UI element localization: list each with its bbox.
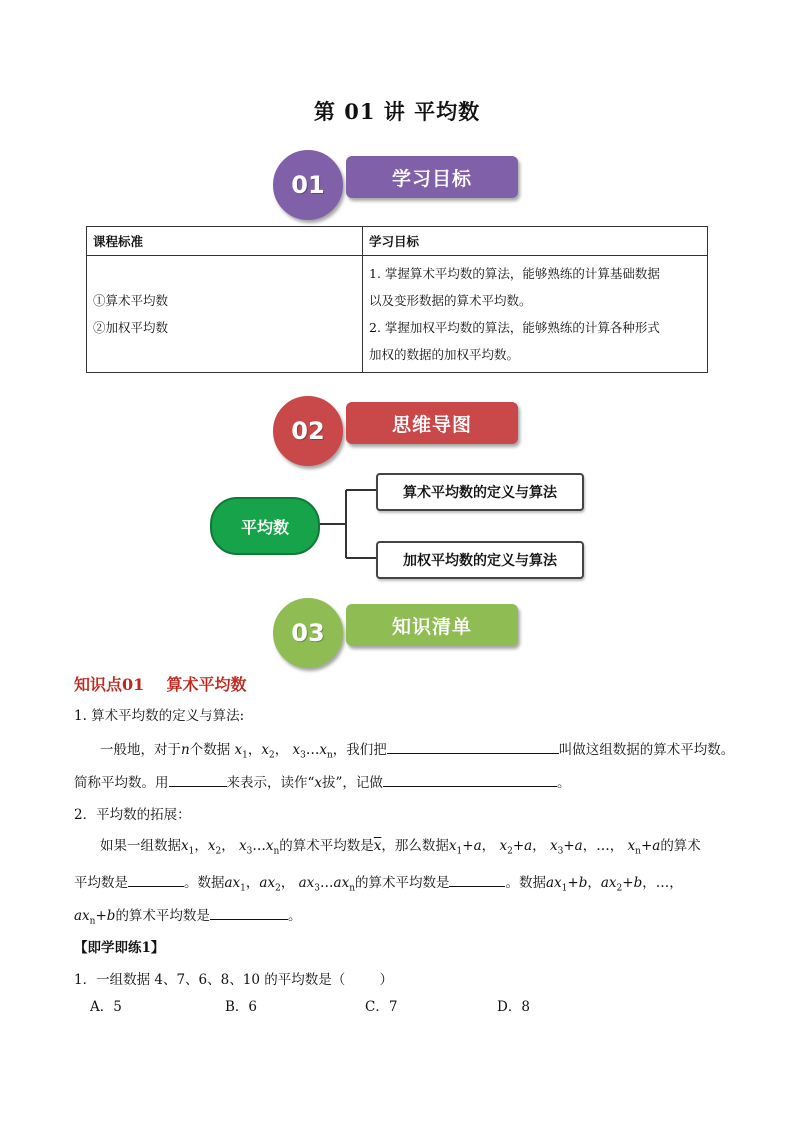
goal-line: 加权的数据的加权平均数。 (369, 347, 520, 362)
practice-title: 【即学即练1】 (74, 940, 165, 956)
extension-line-3: $ax_n+b$的算术平均数是 。 (74, 905, 301, 932)
definition-line-2: 简称平均数。用 来表示，读作“x拔”，记做 。 (74, 772, 570, 793)
standard-item: ①算术平均数 (93, 293, 169, 308)
option-c[interactable]: C．7 (365, 999, 398, 1015)
extension-line-1: 如果一组数据$x_1$，$x_2$， $x_3\dots x_n$的算术平均数是$\overline{x}$，那么数据$x_1+a$， $x_2+a$， $x_3+a$，…， $x_n+a$的算术 (100, 838, 701, 857)
mindmap-root: 平均数 (210, 497, 320, 555)
section-number-circle: 03 (273, 598, 343, 668)
fill-blank[interactable] (210, 905, 288, 920)
extension-line-2: 平均数是 。数据$ax_1$，$ax_2$， $ax_3\dots ax_n$的算术平均数是 。数据$ax_1+b$，$ax_2+b$，…， (74, 872, 683, 899)
goal-line: 1. 掌握算术平均数的算法，能够熟练的计算基础数据 (369, 266, 660, 281)
fill-blank[interactable] (449, 872, 505, 887)
fill-blank[interactable] (128, 872, 184, 887)
goal-line: 2. 掌握加权平均数的算法，能够熟练的计算各种形式 (369, 320, 660, 335)
subheading: 2．平均数的拓展： (74, 807, 191, 823)
mindmap-branch: 算术平均数的定义与算法 (376, 473, 584, 511)
section-label-pill: 思维导图 (346, 402, 518, 444)
section-label-pill: 学习目标 (346, 156, 518, 198)
practice-question: 1．一组数据 4、7、6、8、10 的平均数是（ ） (74, 972, 394, 988)
page-title: 第 01 讲 平均数 (313, 99, 481, 124)
section-number-circle: 01 (273, 150, 343, 220)
table-header-standard: 课程标准 (87, 227, 363, 256)
section-badge-3 (273, 598, 533, 668)
table-header-goal: 学习目标 (363, 227, 708, 256)
goal-line: 以及变形数据的算术平均数。 (369, 293, 532, 308)
mindmap-branch: 加权平均数的定义与算法 (376, 541, 584, 579)
fill-blank[interactable] (387, 739, 559, 754)
standard-item: ②加权平均数 (93, 320, 169, 335)
section-number-circle: 02 (273, 396, 343, 466)
fill-blank[interactable] (169, 772, 227, 787)
option-a[interactable]: A．5 (90, 999, 122, 1015)
definition-line-1: 一般地，对于n个数据 $x_1$，$x_2$， $x_3\dots x_n$，我们把 叫做这组数据的算术平均数。 (100, 739, 734, 766)
section-label-pill: 知识清单 (346, 604, 518, 646)
fill-blank[interactable] (383, 772, 557, 787)
subheading: 1. 算术平均数的定义与算法: (74, 708, 245, 724)
knowledge-point-title: 知识点01 算术平均数 (74, 675, 247, 694)
option-d[interactable]: D．8 (497, 999, 530, 1015)
option-b[interactable]: B．6 (225, 999, 258, 1015)
